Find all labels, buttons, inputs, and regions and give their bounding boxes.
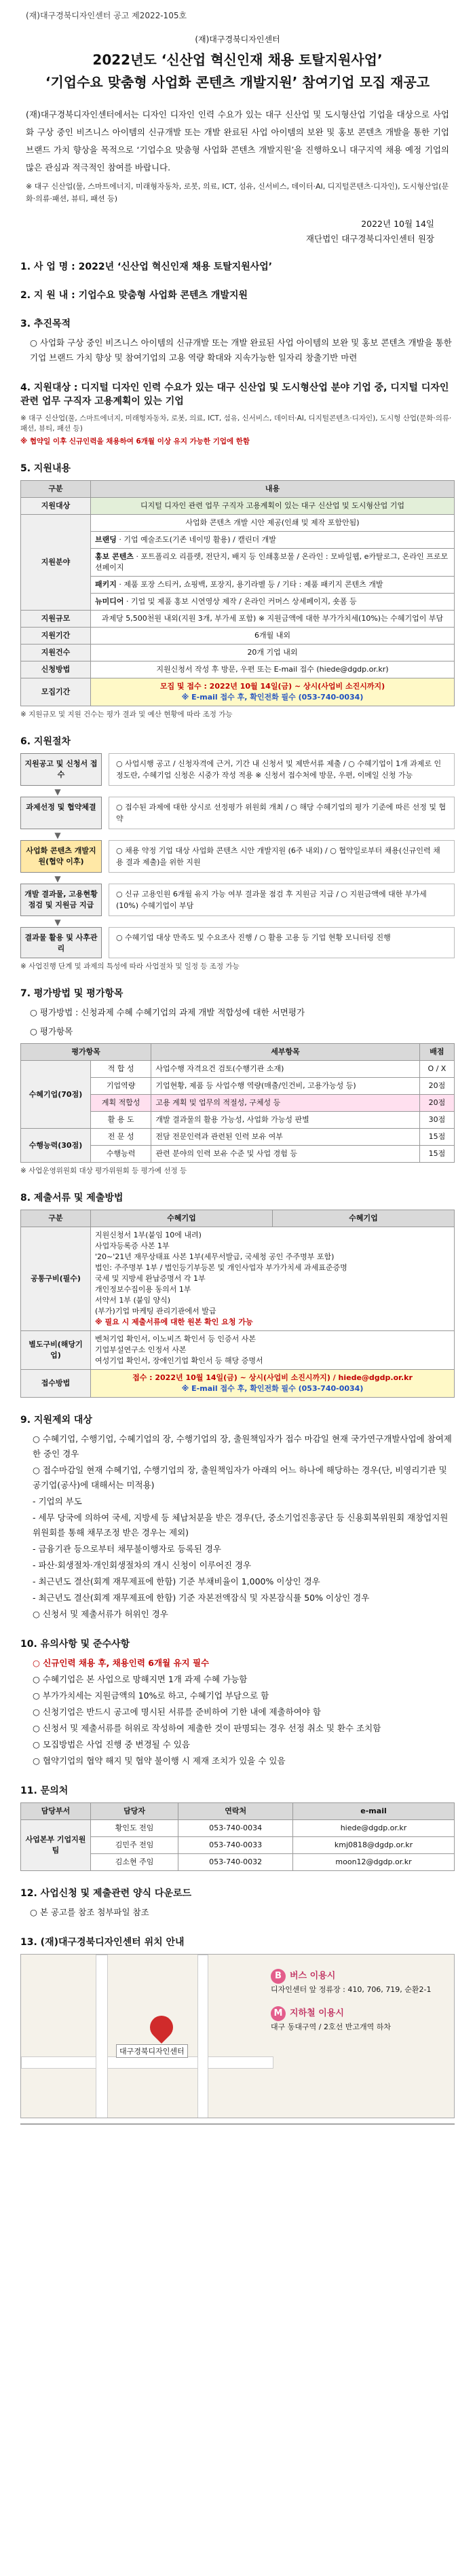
list-item: - 기업의 부도 <box>33 1496 82 1506</box>
list-item: ○ 신청서 및 제출서류가 허위인 경우 <box>33 1609 168 1619</box>
list-item: ○ 수혜기업은 본 사업으로 망해지면 1개 과제 수혜 가능함 <box>33 1674 248 1684</box>
table-row <box>21 515 455 532</box>
section-4-heading: 4. 지원대상 : 디지털 디자인 인력 수요가 있는 대구 신산업 및 도시형산업 분야 기업 중, 디지털 디자인 관련 업무 구직자 고용계획이 있는 기업 <box>20 382 449 407</box>
flow-step-label: 결과물 활용 및 사후관리 <box>20 927 102 958</box>
eval-method: ○ 평가방법 : 신청과제 수혜 수혜기업의 과제 개발 적합성에 대한 서면평가 <box>30 1007 305 1017</box>
eval-item: 수행능력 <box>91 1146 151 1163</box>
section-6-heading: 6. 지원절차 <box>20 736 71 747</box>
row-value: 홍보 콘텐츠 · 포트폴리오 리플렛, 전단지, 배지 등 인쇄홍보물 / 온라인 : 모바일웹, e카탈로그, 온라인 프로모션페이지 <box>91 549 455 577</box>
doc-extra-label: 별도구비(해당기업) <box>21 1331 91 1370</box>
section-6-footnote: ※ 사업진행 단계 및 과제의 특성에 따라 사업절차 및 일정 등 조정 가능 <box>20 962 240 970</box>
contact-phone: 053-740-0032 <box>178 1854 293 1871</box>
exclusion-list <box>33 1432 455 1622</box>
section-9-heading: 9. 지원제외 대상 <box>20 1415 92 1426</box>
procedure-flow <box>20 753 455 958</box>
flow-step-label: 개발 결과물, 고용현황 점검 및 지원금 지급 <box>20 884 102 916</box>
metro-info <box>271 2006 447 2032</box>
map-pin-icon <box>145 2011 178 2044</box>
doc-common-items <box>91 1227 455 1331</box>
date: 2022년 10월 14일 <box>361 219 434 229</box>
doc-submit-note: ※ E-mail 접수 후, 확인전화 필수 (053-740-0034) <box>181 1384 364 1393</box>
section-2-heading: 2. 지 원 내 : 기업수요 맞춤형 사업화 콘텐츠 개발지원 <box>20 290 248 301</box>
support-table <box>20 480 455 706</box>
section-7-footnote: ※ 사업운영위원회 대상 평가위원회 등 평가예 선정 등 <box>20 1167 187 1175</box>
row-label: 지원대상 <box>21 498 91 515</box>
table-row <box>21 1820 455 1837</box>
subway-icon: M <box>271 2006 286 2021</box>
list-item: - 파산·회생절차·개인회생절차의 개시 신청이 이루어진 경우 <box>33 1560 252 1570</box>
flow-step-desc: ○ 채용 약정 기업 대상 사업화 콘텐츠 시안 개발지원 (6주 내외) / ○ 협약일로부터 채용(신규인력 채용 결과 제출)을 위한 지원 <box>109 840 455 873</box>
contact-table <box>20 1802 455 1871</box>
flow-step <box>20 927 455 958</box>
table-row <box>21 1061 455 1078</box>
eval-detail: 개발 결과물의 활용 가능성, 사업화 가능성 판별 <box>151 1112 419 1129</box>
sub-value: 기업 예술조도(기존 네이밍 활용) / 캘린더 개발 <box>124 535 276 544</box>
sub-value: 기업 및 제품 홍보 시연영상 제작 / 온라인 커머스 상세페이지, 숏폼 등 <box>131 597 357 606</box>
row-label: 지원분야 <box>21 515 91 611</box>
list-item: 개인정보수집이용 동의서 1부 <box>95 1285 191 1294</box>
intro-note: ※ 대구 신산업(물, 스마트에너지, 미래형자동차, 로봇, 의료, ICT, 섬유, 신서비스, 데이터·AI, 디지털콘텐츠·디자인), 도시형산업(문화·의류·패션, 뷰티, 패션 등) <box>26 182 449 203</box>
contact-name: 황인도 전임 <box>91 1820 178 1837</box>
table-row <box>21 1129 455 1146</box>
row-label: 지원규모 <box>21 611 91 628</box>
contact-col-person: 담당자 <box>91 1803 178 1820</box>
list-item: 벤처기업 확인서, 이노비즈 확인서 등 인증서 사본 <box>95 1335 256 1343</box>
flow-step-desc: ○ 신규 고용인원 6개월 유지 가능 여부 결과물 점검 후 지원금 지급 / ○ 지원금액에 대한 부가세(10%) 수혜기업이 부담 <box>109 884 455 916</box>
table-row <box>21 498 455 515</box>
eval-col-item: 평가항목 <box>21 1044 151 1061</box>
list-item: ○ 부가가치세는 지원금액의 10%로 하고, 수혜기업 부담으로 함 <box>33 1690 269 1701</box>
contact-phone: 053-740-0034 <box>178 1820 293 1837</box>
doc-submit-label: 접수방법 <box>21 1370 91 1398</box>
contact-name: 김소현 주임 <box>91 1854 178 1871</box>
flow-step <box>20 797 455 829</box>
bus-info <box>271 1968 447 1995</box>
list-item: ○ 신청서 및 제출서류를 허위로 작성하여 제출한 것이 판명되는 경우 선정 취소 및 환수 조치함 <box>33 1723 381 1733</box>
section-3-line: ○ 사업화 구상 중인 비즈니스 아이템의 신규개발 또는 개발 완료된 사업 아이템의 보완 및 홍보 콘텐츠 개발을 통한 기업 브랜드 가치 향상 및 참여기업의 고용 역량 확대와 지속가능한 일자리 창출기반 마련 <box>30 338 452 363</box>
bus-text: 디자인센터 앞 정류장 : 410, 706, 719, 순환2-1 <box>271 1985 432 1994</box>
table-row <box>21 645 455 661</box>
eval-item: 기업역량 <box>91 1078 151 1095</box>
eval-detail: 기업현황, 제품 등 사업수행 역량(매출/인건비, 고용가능성 등) <box>151 1078 419 1095</box>
org-header: (재)대구경북디자인센터 <box>195 35 280 44</box>
flow-step <box>20 884 455 916</box>
row-value: 20개 기업 내외 <box>91 645 455 661</box>
eval-detail: 전담 전문인력과 관련된 인력 보유 여부 <box>151 1129 419 1146</box>
table-row <box>21 628 455 645</box>
row-value <box>91 678 455 706</box>
document-page <box>20 0 455 2124</box>
email-note: ※ E-mail 접수 후, 확인전화 필수 (053-740-0034) <box>181 693 364 702</box>
contact-email[interactable]: hiede@dgdp.or.kr <box>293 1820 455 1837</box>
map-road <box>96 1955 108 2118</box>
flow-step <box>20 753 455 786</box>
sub-value: 제품 포장 스티커, 쇼핑백, 포장지, 용기라벨 등 / 기타 : 제품 패키지 콘텐츠 개발 <box>124 580 383 589</box>
metro-text: 대구 동대구역 / 2호선 반고개역 하차 <box>271 2022 391 2031</box>
flow-step <box>20 840 455 873</box>
list-item: 서약서 1부 (붙임 양식) <box>95 1296 171 1305</box>
eval-score: O / X <box>419 1061 454 1078</box>
eval-detail: 사업수행 자격요건 검토(수행기관 소재) <box>151 1061 419 1078</box>
doc-col-b: 수혜기업 <box>272 1210 454 1227</box>
table-row <box>21 611 455 628</box>
eval-item: 활 용 도 <box>91 1112 151 1129</box>
eval-col-score: 배점 <box>419 1044 454 1061</box>
section-3-heading: 3. 추진목적 <box>20 319 71 329</box>
caution-list <box>33 1656 455 1768</box>
contact-name: 김민주 전임 <box>91 1837 178 1854</box>
table-row <box>21 1331 455 1370</box>
list-item: 지원신청서 1부(붙임 10에 내려) <box>95 1231 202 1239</box>
row-label: 지원기간 <box>21 628 91 645</box>
row-value: 뉴미디어 · 기업 및 제품 홍보 시연영상 제작 / 온라인 커머스 상세페이지, 숏폼 등 <box>91 594 455 611</box>
contact-col-dept: 담당부서 <box>21 1803 91 1820</box>
doc-col-kind: 구분 <box>21 1210 91 1227</box>
eval-items-label: ○ 평가항목 <box>30 1026 73 1036</box>
arrow-down-icon: ▼ <box>54 918 61 927</box>
eval-score: 30점 <box>419 1112 454 1129</box>
eval-detail: 고용 계획 및 업무의 적절성, 구체성 등 <box>151 1095 419 1112</box>
row-value: 지원신청서 작성 후 방문, 우편 또는 E-mail 접수 (hiede@dgdp.or.kr) <box>91 661 455 678</box>
intro-text: (재)대구경북디자인센터에서는 디자인 디자인 인력 수요가 있는 대구 신산업 및 도시형산업 기업을 대상으로 사업화 구상 중인 비즈니스 아이템의 신규개발 또는 개발 완료된 사업 아이템의 보완 및 홍보 콘텐츠 개발을 통한 기업 브랜드 가치 향상을 목적으로 ‘기업수요 맞춤형 사업화 콘텐츠 개발지원’을 진행하오니 대구지역 채용 예정 기업의 많은 관심과 적극적인 참여를 바랍니다. <box>26 109 449 173</box>
signer: 재단법인 대구경북디자인센터 원장 <box>305 234 434 244</box>
eval-item: 적 합 성 <box>91 1061 151 1078</box>
section-12-heading: 12. 사업신청 및 제출관련 양식 다운로드 <box>20 1888 192 1899</box>
contact-dept: 사업본부 기업지원팀 <box>21 1820 91 1871</box>
bus-icon: B <box>271 1969 286 1984</box>
flow-step-desc: ○ 사업시행 공고 / 신청자격에 근거, 기간 내 신청서 및 제반서류 제출 / ○ 수혜기업이 1개 과제로 인정도란, 수혜기업 신청은 시중가 작성 적용 ※ 신청서 접수처에 방문, 우편, 이메일 신청 가능 <box>109 753 455 786</box>
section-11-heading: 11. 문의처 <box>20 1785 69 1796</box>
eval-item: 계획 적합성 <box>91 1095 151 1112</box>
row-label: 모집기간 <box>21 678 91 706</box>
eval-score: 15점 <box>419 1129 454 1146</box>
sub-label: 홍보 콘텐츠 <box>95 552 134 561</box>
title-line1: 2022년도 ‘신산업 혁신인재 채용 토탈지원사업’ <box>92 52 383 68</box>
documents-table <box>20 1210 455 1398</box>
flow-step-label: 사업화 콘텐츠 개발지원(협약 이후) <box>20 840 102 873</box>
section-13-heading: 13. (재)대구경북디자인센터 위치 안내 <box>20 1937 185 1948</box>
list-item: ○ 수혜기업, 수행기업, 수혜기업의 장, 수행기업의 장, 출원책임자가 접수 마감일 현재 국가연구개발사업에 참여제한 중인 경우 <box>33 1434 452 1459</box>
list-item: '20~'21년 재무상태표 사본 1부(세무서발급, 국세청 공인 주주명부 포함) <box>95 1252 335 1261</box>
doc-col-a: 수혜기업 <box>91 1210 273 1227</box>
bus-title <box>271 1968 447 1984</box>
row-value: 패키지 · 제품 포장 스티커, 쇼핑백, 포장지, 용기라벨 등 / 기타 : 제품 패키지 콘텐츠 개발 <box>91 577 455 594</box>
list-item: - 세무 당국에 의하여 국세, 지방세 등 체납처분을 받은 경우(단, 중소기업진흥공단 등 신용회복위원회 재창업지원위원회를 통해 채무조정 받은 경우는 제외) <box>33 1512 449 1538</box>
flow-step-desc: ○ 접수된 과제에 대한 상시로 선정평가 위원회 개최 / ○ 해당 수혜기업의 평가 기준에 따른 선정 및 협약 <box>109 797 455 829</box>
row-value: 과제당 5,500천원 내외(지원 3개, 부가세 포함) ※ 지원금액에 대한 부가가치세(10%)는 수혜기업이 부담 <box>91 611 455 628</box>
flow-step-label: 과제선정 및 협약체결 <box>20 797 102 829</box>
row-value: 사업화 콘텐츠 개발 시안 제공(인쇄 및 제작 포함안됨) <box>91 515 455 532</box>
table-row <box>21 1370 455 1398</box>
eval-score: 15점 <box>419 1146 454 1163</box>
sub-value: 포트폴리오 리플렛, 전단지, 배지 등 인쇄홍보물 / 온라인 : 모바일웹, e카탈로그, 온라인 프로모션페이지 <box>95 552 449 572</box>
section-1-heading: 1. 사 업 명 : 2022년 ‘신산업 혁신인재 채용 토탈지원사업’ <box>20 261 273 272</box>
flow-step-desc: ○ 수혜기업 대상 만족도 및 수요조사 진행 / ○ 활용 고용 등 기업 현황 모니터링 진행 <box>109 927 455 958</box>
contact-col-email: e-mail <box>293 1803 455 1820</box>
row-label: 신청방법 <box>21 661 91 678</box>
contact-col-phone: 연락처 <box>178 1803 293 1820</box>
metro-title <box>271 2006 447 2021</box>
contact-email[interactable]: kmj0818@dgdp.or.kr <box>293 1837 455 1854</box>
sub-label: 패키지 <box>95 580 117 589</box>
doc-common-note: ※ 필요 시 제출서류에 대한 원본 확인 요청 가능 <box>95 1318 253 1326</box>
list-item: ○ 모집방법은 사업 진행 중 변경될 수 있음 <box>33 1739 190 1749</box>
row-value: 브랜딩 · 기업 예술조도(기존 네이밍 활용) / 캘린더 개발 <box>91 532 455 549</box>
map-road <box>21 2056 273 2069</box>
eval-item: 전 문 성 <box>91 1129 151 1146</box>
bus-title-text: 버스 이용시 <box>290 1971 336 1981</box>
table-row <box>21 1227 455 1331</box>
section-5-heading: 5. 지원내용 <box>20 463 71 474</box>
section-7-heading: 7. 평가방법 및 평가항목 <box>20 988 124 999</box>
list-item: ○ 접수마감일 현재 수혜기업, 수행기업의 장, 출원책임자가 아래의 어느 하나에 해당하는 경우(단, 비영리기관 및 공기업(공사)에 대해서는 미적용) <box>33 1465 447 1490</box>
support-col-kind: 구분 <box>21 481 91 498</box>
notice-number: (재)대구경북디자인센터 공고 제2022-105호 <box>26 11 187 20</box>
list-item: (부가)기업 마케팅 관리기관에서 발급 <box>95 1307 216 1316</box>
list-item: 기업부설연구소 인정서 사본 <box>95 1345 187 1354</box>
list-item: ○ 협약기업의 협약 해지 및 협약 불이행 시 제재 조치가 있을 수 있음 <box>33 1756 286 1766</box>
list-item: 국세 및 지방세 완납증명서 각 1부 <box>95 1274 206 1283</box>
arrow-down-icon: ▼ <box>54 787 61 797</box>
section-10-heading: 10. 유의사항 및 준수사항 <box>20 1639 130 1650</box>
section-5-footnote: ※ 지원규모 및 지원 건수는 평가 결과 및 예산 현황에 따라 조정 가능 <box>20 710 233 719</box>
list-item: - 최근년도 결산(회계 재무제표에 한함) 기준 자본전액잠식 및 자본잠식률 50% 이상인 경우 <box>33 1593 370 1603</box>
eval-score: 20점 <box>419 1078 454 1095</box>
section-4-note2: ※ 협약일 이후 신규인력을 채용하여 6개월 이상 유지 가능한 기업에 한함 <box>20 437 250 446</box>
contact-phone: 053-740-0033 <box>178 1837 293 1854</box>
doc-extra-items <box>91 1331 455 1370</box>
contact-email[interactable]: moon12@dgdp.or.kr <box>293 1854 455 1871</box>
map-road <box>197 1955 208 2118</box>
flow-step-label: 지원공고 및 신청서 접수 <box>20 753 102 786</box>
list-item: 법인: 주주명부 1부 / 법인등기부등본 및 개인사업자 부가가치세 과세표준증명 <box>95 1263 347 1272</box>
recruit-period: 모집 및 접수 : 2022년 10월 14일(금) ~ 상시(사업비 소진시까지) <box>159 682 385 691</box>
sub-label: 브랜딩 <box>95 535 117 544</box>
list-item: ○ 신규인력 채용 후, 채용인력 6개월 유지 필수 <box>33 1658 210 1668</box>
map-label: 대구경북디자인센터 <box>116 2044 188 2058</box>
list-item: - 최근년도 결산(회계 재무제표에 한함) 기준 부채비율이 1,000% 이상인 경우 <box>33 1576 320 1586</box>
eval-group: 수혜기업(70점) <box>21 1061 91 1129</box>
arrow-down-icon: ▼ <box>54 874 61 884</box>
eval-detail: 관련 분야의 인력 보유 수준 및 사업 경험 등 <box>151 1146 419 1163</box>
list-item: ○ 신청기업은 반드시 공고에 명시된 서류를 준비하여 기한 내에 제출하여야 함 <box>33 1707 321 1717</box>
transit-info <box>271 1968 447 2043</box>
section-4-note1: ※ 대구 신산업(물, 스마트에너지, 미래형자동차, 로봇, 의료, ICT, 섬유, 신서비스, 데이터·AI, 디지털콘텐츠·디자인), 도시형 산업(문화·의류·패션, 뷰티, 패션 등) <box>20 414 452 433</box>
metro-title-text: 지하철 이용시 <box>290 2008 344 2018</box>
title-line2: ‘기업수요 맞춤형 사업화 콘텐츠 개발지원’ 참여기업 모집 재공고 <box>45 74 430 90</box>
eval-score: 20점 <box>419 1095 454 1112</box>
table-row <box>21 678 455 706</box>
arrow-down-icon: ▼ <box>54 831 61 840</box>
list-item: 여성기업 확인서, 장애인기업 확인서 등 해당 증명서 <box>95 1356 263 1365</box>
doc-submit-line: 접수 : 2022년 10월 14일(금) ~ 상시(사업비 소진시까지) / hiede@dgdp.or.kr <box>132 1373 413 1382</box>
eval-table <box>20 1043 455 1163</box>
table-row <box>21 661 455 678</box>
row-value: 6개월 내외 <box>91 628 455 645</box>
doc-submit-cell <box>91 1370 455 1398</box>
sub-label: 뉴미디어 <box>95 597 124 606</box>
row-value: 디지털 디자인 관련 업무 구직자 고용계획이 있는 대구 신산업 및 도시형산업 기업 <box>91 498 455 515</box>
list-item: - 금융기관 등으로부터 채무불이행자로 등록된 경우 <box>33 1544 221 1554</box>
eval-col-detail: 세부항목 <box>151 1044 419 1061</box>
section-8-heading: 8. 제출서류 및 제출방법 <box>20 1193 124 1203</box>
row-label: 지원건수 <box>21 645 91 661</box>
download-line[interactable]: ○ 본 공고를 참조 첨부파일 참조 <box>30 1907 149 1917</box>
support-col-content: 내용 <box>91 481 455 498</box>
doc-common-label: 공통구비(필수) <box>21 1227 91 1331</box>
eval-group: 수행능력(30점) <box>21 1129 91 1163</box>
location-map[interactable] <box>20 1954 455 2118</box>
list-item: 사업자등록증 사본 1부 <box>95 1241 170 1250</box>
